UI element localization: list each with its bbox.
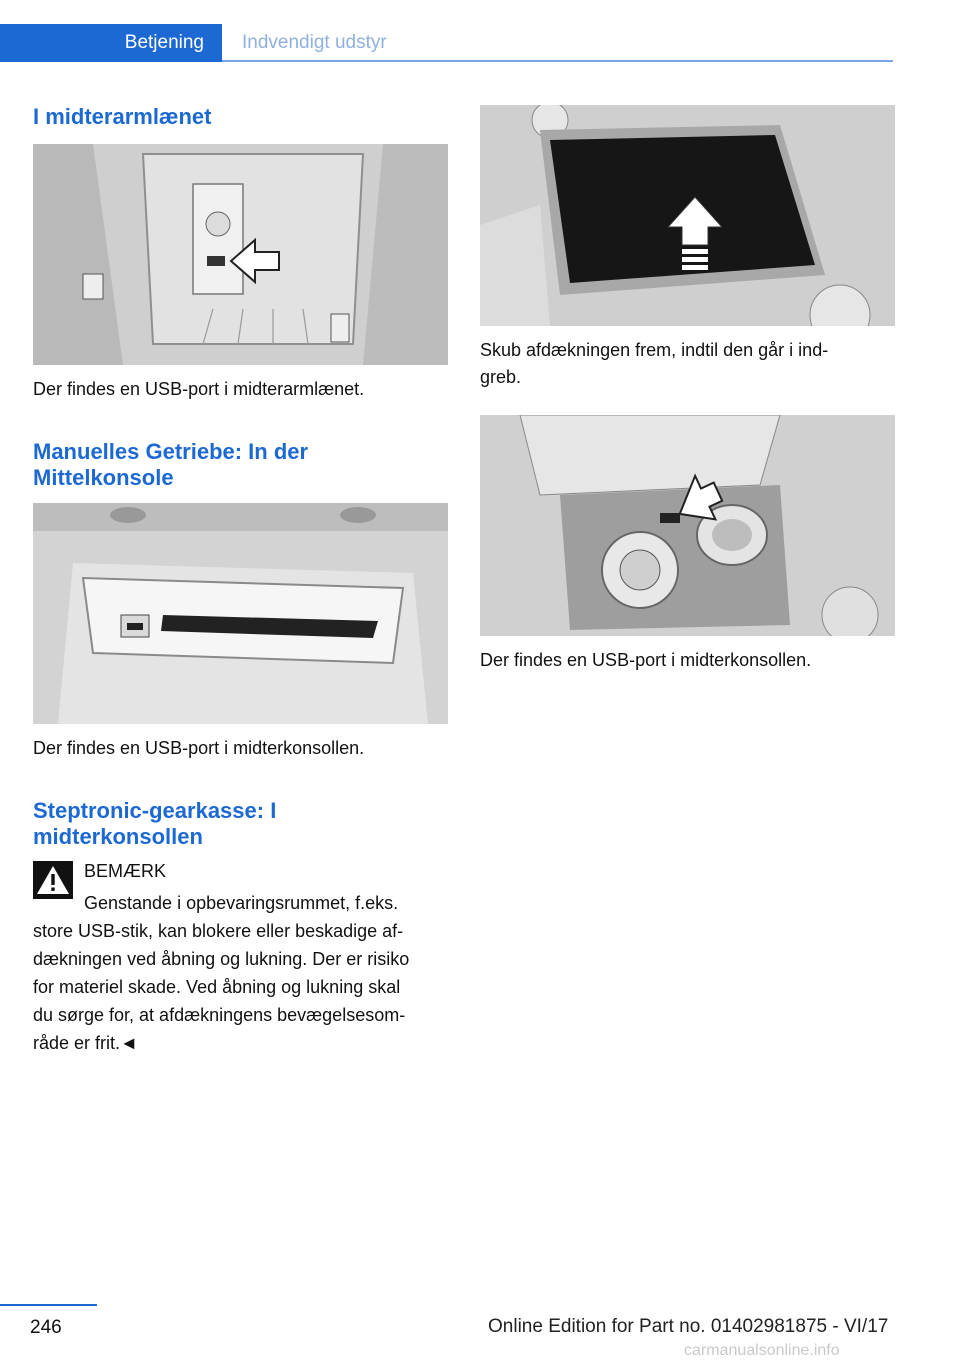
footer-edition: Online Edition for Part no. 01402981875 - VI/17 (488, 1316, 889, 1337)
heading-manual-gearbox: Manuelles Getriebe: In der Mittelkonsole (33, 439, 309, 490)
page-number: 246 (30, 1317, 62, 1338)
caption-manual-console: Der findes en USB-port i midterkonsollen. (33, 738, 365, 758)
caption-steptronic-console: Der findes en USB-port i midterkonsollen. (480, 650, 812, 670)
warning-body: store USB-stik, kan blokere eller beskadige af- dækningen ved åbning og lukning. Der er risiko for materiel skade. Ved åbning og lukning skal du sørge for, at afdækningens bevægelsesom- råde er frit.◄ (33, 921, 410, 1053)
figure-manual-console-usb (33, 503, 448, 724)
tab-betjening[interactable]: Betjening (0, 24, 222, 62)
heading-armrest: I midterarmlænet (33, 104, 212, 129)
warning-icon (33, 861, 73, 899)
warning-title: BEMÆRK (84, 861, 167, 881)
page-number-rule (0, 1304, 97, 1306)
tab-indvendigt-udstyr[interactable]: Indvendigt udstyr (242, 32, 387, 53)
caption-armrest: Der findes en USB-port i midterarmlænet. (33, 379, 365, 399)
header-divider (222, 60, 893, 62)
figure-slide-cover (480, 105, 895, 326)
header-bar (0, 24, 893, 62)
figure-armrest-usb (33, 144, 448, 365)
figure-steptronic-console-usb (480, 415, 895, 636)
warning-first-line: Genstande i opbevaringsrummet, f.eks. (84, 893, 399, 913)
heading-steptronic: Steptronic-gearkasse: I midterkonsollen (33, 798, 277, 849)
caption-slide-cover: Skub afdækningen frem, indtil den går i ind- greb. (480, 340, 829, 387)
watermark: carmanualsonline.info (684, 1342, 840, 1359)
